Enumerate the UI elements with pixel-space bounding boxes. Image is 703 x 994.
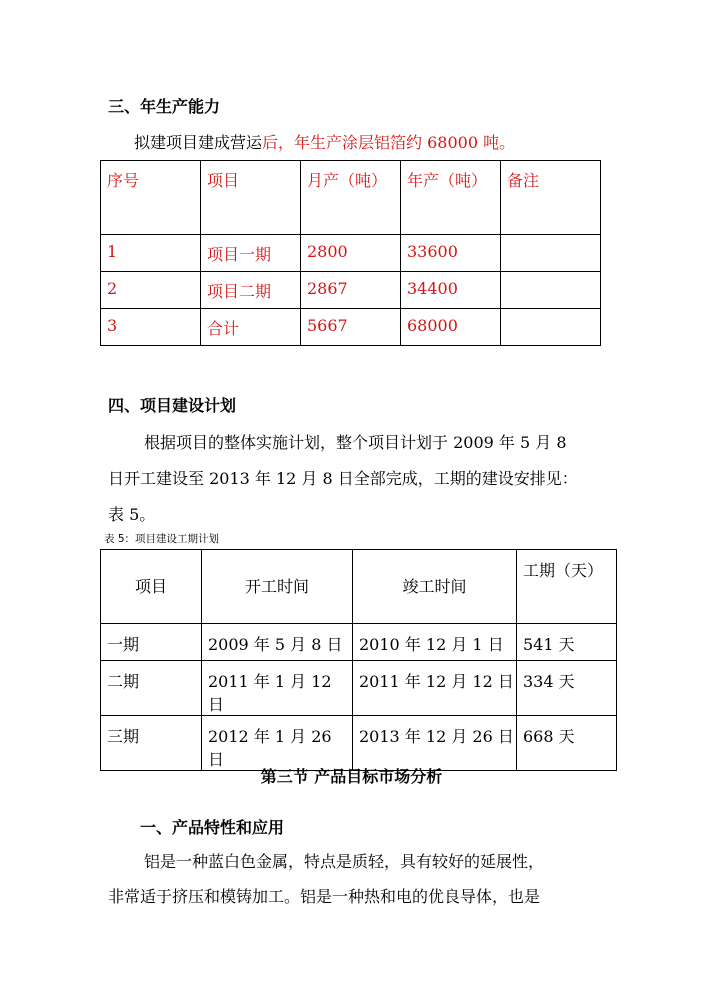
- product-para-line1: 铝是一种蓝白色金属，特点是质轻，具有较好的延展性，: [144, 852, 545, 871]
- header-cell: 项目: [201, 161, 301, 235]
- section-heading-plan: 四、项目建设计划: [108, 396, 237, 415]
- header-cell: 工期（天）: [517, 550, 617, 624]
- header-cell: 年产（吨）: [401, 161, 501, 235]
- header-cell: 竣工时间: [353, 550, 517, 624]
- table-cell: 2867: [301, 272, 401, 309]
- table-header-row: [101, 161, 601, 235]
- table-cell: 2800: [301, 235, 401, 272]
- chapter-title: 第三节 产品目标市场分析: [260, 767, 443, 786]
- table-cell: 541 天: [517, 624, 617, 661]
- plan-para-line1: 根据项目的整体实施计划，整个项目计划于 2009 年 5 月 8: [144, 433, 567, 452]
- table-cell: [501, 235, 601, 272]
- table-row: [101, 235, 601, 272]
- sub-heading-product: 一、产品特性和应用: [140, 818, 285, 837]
- table-cell: 2010 年 12 月 1 日: [353, 624, 517, 661]
- plan-para-line3: 表 5。: [108, 505, 156, 524]
- capacity-intro-red: 后，年生产涂层铝箔约 68000 吨。: [262, 133, 516, 152]
- table-cell: 68000: [401, 309, 501, 346]
- table-row: [101, 661, 617, 716]
- table-cell: 334 天: [517, 661, 617, 716]
- table-row: [101, 716, 617, 771]
- capacity-table: [100, 160, 601, 346]
- table-cell: 2011 年 1 月 12 日: [202, 661, 353, 716]
- table-cell: 2012 年 1 月 26 日: [202, 716, 353, 771]
- table-cell: 34400: [401, 272, 501, 309]
- table-cell: 33600: [401, 235, 501, 272]
- header-cell: 序号: [101, 161, 201, 235]
- table-row: [101, 272, 601, 309]
- header-cell: 开工时间: [202, 550, 353, 624]
- table-cell: 3: [101, 309, 201, 346]
- table-cell: 合计: [201, 309, 301, 346]
- table-row: [101, 624, 617, 661]
- table-header-row: [101, 550, 617, 624]
- table-cell: 三期: [101, 716, 202, 771]
- table-cell: 1: [101, 235, 201, 272]
- capacity-intro-black: 拟建项目建成营运: [134, 133, 263, 152]
- section-heading-capacity: 三、年生产能力: [108, 97, 221, 116]
- table-cell: 二期: [101, 661, 202, 716]
- table-cell: 一期: [101, 624, 202, 661]
- schedule-table: [100, 549, 617, 771]
- table-cell: 2009 年 5 月 8 日: [202, 624, 353, 661]
- header-cell: 月产（吨）: [301, 161, 401, 235]
- table-cell: [501, 272, 601, 309]
- product-para-line2: 非常适于挤压和模铸加工。铝是一种热和电的优良导体，也是: [108, 887, 541, 906]
- table-cell: 668 天: [517, 716, 617, 771]
- table-cell: 5667: [301, 309, 401, 346]
- capacity-intro: [134, 130, 515, 153]
- table-cell: 2011 年 12 月 12 日: [353, 661, 517, 716]
- table-caption: 表 5：项目建设工期计划: [104, 533, 220, 545]
- table-cell: [501, 309, 601, 346]
- plan-para-line2: 日开工建设至 2013 年 12 月 8 日全部完成，工期的建设安排见：: [108, 469, 578, 488]
- table-cell: 项目二期: [201, 272, 301, 309]
- header-cell: 备注: [501, 161, 601, 235]
- table-cell: 2: [101, 272, 201, 309]
- table-row: [101, 309, 601, 346]
- table-cell: 项目一期: [201, 235, 301, 272]
- table-cell: 2013 年 12 月 26 日: [353, 716, 517, 771]
- header-cell: 项目: [101, 550, 202, 624]
